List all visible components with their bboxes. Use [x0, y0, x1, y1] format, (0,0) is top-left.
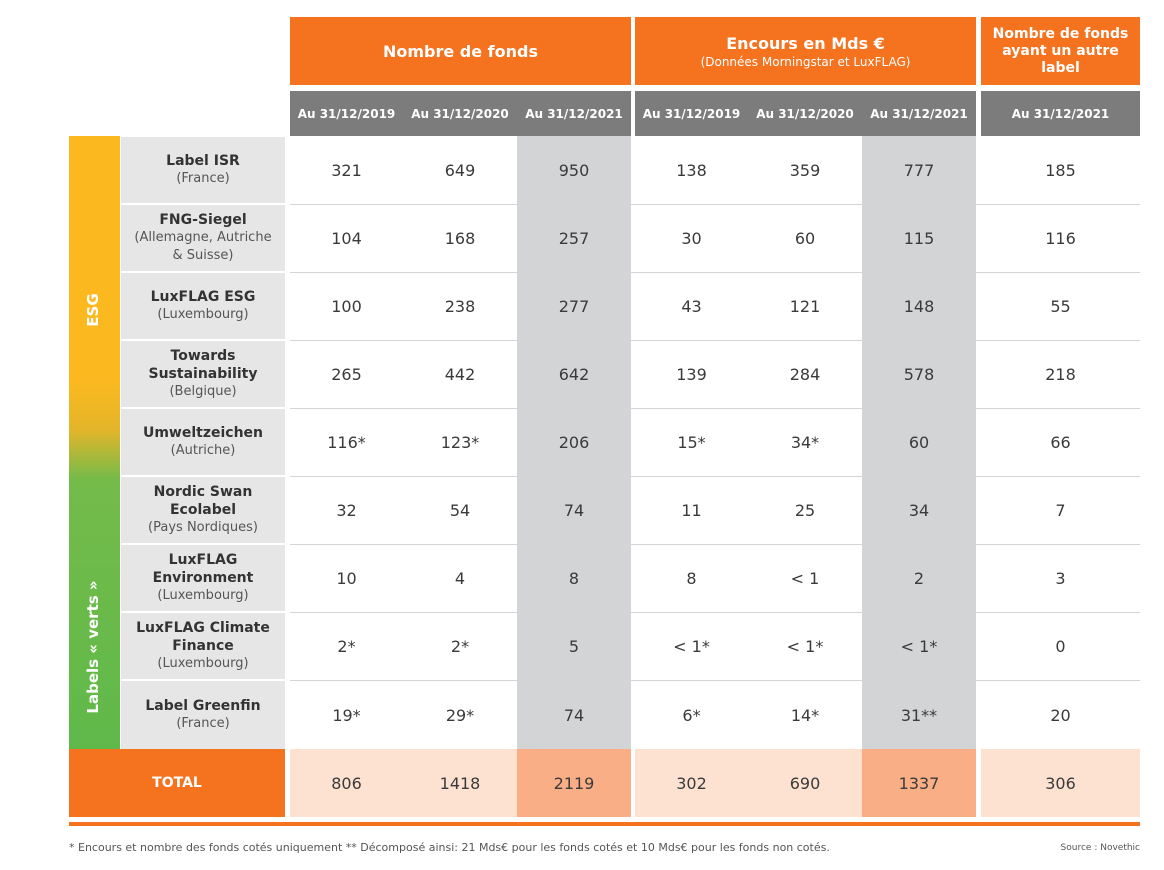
total-cell: 690 — [789, 773, 821, 793]
table-cell: 321 — [331, 161, 362, 180]
table-cell: 257 — [558, 229, 590, 248]
table-cell: 104 — [331, 229, 362, 248]
bottom-rule — [69, 822, 1140, 826]
label-country: (Luxembourg) — [157, 656, 249, 671]
label-country: (Luxembourg) — [157, 307, 249, 322]
table-cell: 116 — [1045, 229, 1076, 248]
labels-verts-label: Labels « verts » — [84, 580, 102, 714]
table-cell: 8 — [686, 569, 697, 588]
header-line: ayant un autre — [1002, 42, 1119, 59]
table-cell: 649 — [444, 161, 476, 180]
label-name: Towards — [170, 348, 236, 364]
table-cell: 19* — [332, 705, 361, 725]
total-cell: 1418 — [439, 773, 481, 793]
table-cell: 138 — [676, 161, 707, 180]
table-cell: 14* — [790, 705, 820, 725]
table-cell: < 1 — [790, 569, 820, 588]
date-header: Au 31/12/2020 — [403, 91, 517, 136]
label-cell-fng — [121, 205, 285, 271]
table-cell: 950 — [558, 161, 590, 180]
label-country: (Luxembourg) — [157, 588, 249, 603]
label-name: Nordic Swan — [153, 484, 253, 500]
table-cell: 578 — [903, 365, 935, 384]
label-name: LuxFLAG Climate — [136, 620, 270, 636]
header-line: label — [1041, 59, 1080, 76]
header-title: Nombre de fonds — [382, 41, 538, 61]
table-cell: 148 — [903, 297, 935, 316]
table-cell: 66 — [1050, 433, 1071, 452]
label-name: Label ISR — [166, 153, 240, 169]
total-cell: 806 — [331, 773, 362, 793]
table-cell: 11 — [681, 501, 702, 520]
total-cell: 306 — [1045, 773, 1076, 793]
table-cell: 74 — [563, 501, 585, 520]
header-subtitle: (Données Morningstar et LuxFLAG) — [700, 54, 911, 69]
label-cell-luxflag-env — [121, 545, 285, 611]
total-cell: 2119 — [553, 773, 595, 793]
table-cell: < 1* — [786, 637, 824, 656]
table-cell: 25 — [794, 501, 816, 520]
label-name: LuxFLAG ESG — [150, 289, 256, 305]
label-country: (France) — [176, 171, 230, 186]
label-cell-isr — [121, 137, 285, 203]
footnote: * Encours et nombre des fonds cotés uniquement ** Décomposé ainsi: 21 Mds€ pour les fonds cotés et 10 Mds€ pour les fonds non cotés. — [69, 841, 830, 854]
table-cell: 642 — [558, 365, 590, 384]
label-cell-luxflag-esg — [121, 273, 285, 339]
table-cell: 284 — [789, 365, 821, 384]
table-cell: 34 — [908, 501, 930, 520]
table-cell: 265 — [331, 365, 362, 384]
table-cell: 4 — [454, 569, 466, 588]
table-cell: 116* — [327, 433, 366, 452]
table-cell: 121 — [789, 297, 821, 316]
table-cell: 34* — [790, 433, 820, 452]
table-cell: 139 — [676, 365, 707, 384]
label-name: Finance — [172, 638, 234, 654]
esg-label: ESG — [84, 293, 102, 327]
table-cell: 206 — [558, 433, 590, 452]
source-note: Source : Novethic — [1060, 843, 1140, 853]
header-nombre-de-fonds — [290, 17, 631, 85]
table-cell: 442 — [444, 365, 476, 384]
label-cell-greenfin — [121, 681, 285, 749]
date-header: Au 31/12/2019 — [290, 91, 403, 136]
table-cell: 54 — [449, 501, 471, 520]
header-autre-label — [981, 17, 1140, 85]
table-cell: 32 — [336, 501, 357, 520]
label-name: Environment — [152, 570, 254, 586]
date-header: Au 31/12/2019 — [635, 91, 748, 136]
table-cell: 31** — [900, 705, 938, 725]
table-cell: 10 — [336, 569, 357, 588]
label-name: LuxFLAG — [168, 552, 238, 568]
table-cell: 100 — [331, 297, 362, 316]
table-cell: 168 — [444, 229, 476, 248]
table-cell: 2 — [913, 569, 925, 588]
header-title: Encours en Mds € — [726, 33, 885, 53]
table-cell: 123* — [440, 433, 480, 452]
header-line: Nombre de fonds — [992, 25, 1129, 42]
label-cell-luxflag-climate — [121, 613, 285, 679]
table-cell: 359 — [789, 161, 821, 180]
label-cell-nordic-swan — [121, 477, 285, 543]
table-cell: 238 — [444, 297, 476, 316]
table-cell: 2* — [450, 637, 470, 656]
label-name: Umweltzeichen — [142, 425, 264, 441]
header-encours — [635, 17, 976, 85]
date-header: Au 31/12/2021 — [862, 91, 976, 136]
table-cell: 6* — [682, 705, 701, 725]
table-cell: 8 — [568, 569, 580, 588]
label-country: (France) — [176, 716, 230, 731]
date-header: Au 31/12/2021 — [981, 91, 1140, 136]
table-cell: 7 — [1055, 501, 1066, 520]
table-cell: 277 — [558, 297, 590, 316]
total-cell: 1337 — [898, 773, 940, 793]
label-country: (Belgique) — [169, 384, 237, 399]
table-cell: 218 — [1045, 365, 1076, 384]
table-cell: < 1* — [673, 637, 710, 656]
label-cell-towards — [121, 341, 285, 407]
label-name: Ecolabel — [169, 502, 237, 518]
date-header: Au 31/12/2021 — [517, 91, 631, 136]
table-cell: 74 — [563, 705, 585, 725]
table-cell: 777 — [903, 161, 935, 180]
total-label: TOTAL — [69, 749, 285, 817]
table-cell: 60 — [794, 229, 816, 248]
table-cell: 115 — [903, 229, 935, 248]
table-cell: < 1* — [900, 637, 938, 656]
table-cell: 43 — [681, 297, 702, 316]
label-country: & Suisse) — [172, 248, 234, 263]
table-cell: 30 — [681, 229, 702, 248]
table-cell: 5 — [568, 637, 580, 656]
table-cell: 15* — [677, 433, 706, 452]
label-country: (Pays Nordiques) — [148, 520, 258, 535]
label-name: Label Greenfin — [145, 698, 261, 714]
table-cell: 0 — [1055, 637, 1066, 656]
total-cell: 302 — [676, 773, 707, 793]
table-cell: 29* — [445, 705, 475, 725]
label-country: (Autriche) — [170, 443, 236, 458]
table-cell: 3 — [1055, 569, 1066, 588]
table-cell: 55 — [1050, 297, 1071, 316]
label-name: FNG-Siegel — [159, 212, 247, 228]
table-cell: 2* — [337, 637, 356, 656]
label-name: Sustainability — [148, 366, 258, 382]
label-cell-umweltzeichen — [121, 409, 285, 475]
table-cell: 60 — [908, 433, 930, 452]
date-header: Au 31/12/2020 — [748, 91, 862, 136]
label-country: (Allemagne, Autriche — [134, 230, 272, 245]
table-cell: 185 — [1045, 161, 1076, 180]
table-cell: 20 — [1050, 705, 1071, 725]
